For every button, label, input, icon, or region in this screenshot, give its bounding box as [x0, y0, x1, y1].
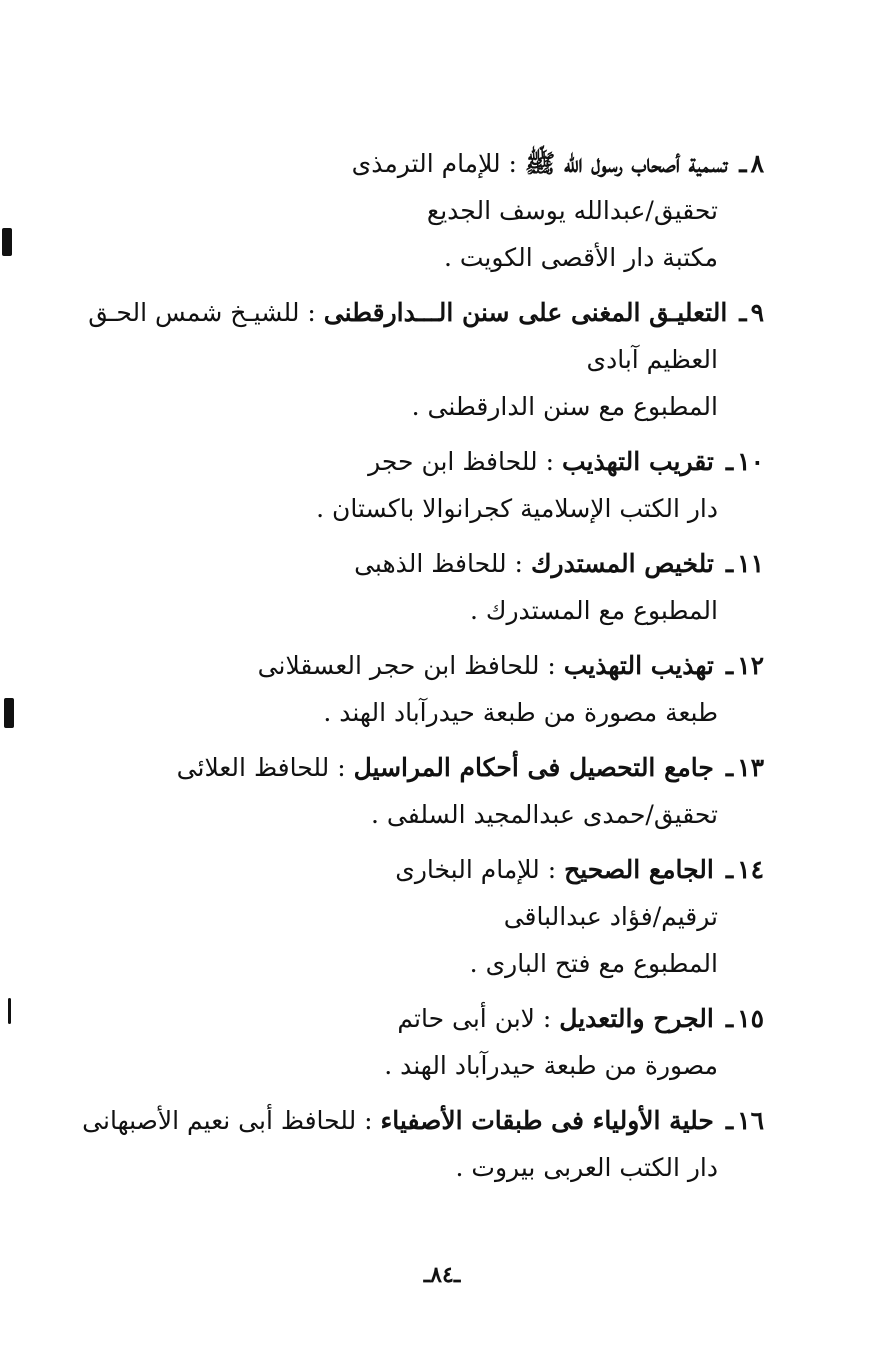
entry-title: تسمية أصحاب رسول الله ﷺ [524, 149, 728, 178]
bibliography-entry: ١٥ـ الجرح والتعديل : لابن أبى حاتم مصورة من طبعة حيدرآباد الهند . [74, 995, 764, 1089]
entry-detail: المطبوع مع فتح البارى . [469, 949, 718, 978]
entry-author: : للإمام البخارى [395, 855, 557, 884]
entry-number: ١٥ [737, 1004, 764, 1033]
entry-author: : للشيـخ شمس الحـق [88, 298, 316, 327]
entry-detail: العظيم آبادى [586, 345, 718, 374]
entry-number: ١٠ [737, 447, 764, 476]
entry-title: تلخيص المستدرك [530, 549, 714, 578]
margin-mark [4, 698, 14, 728]
bibliography-entry: ١٠ـ تقريب التهذيب : للحافظ ابن حجر دار الكتب الإسلامية كجرانوالا باكستان . [74, 438, 764, 532]
entry-detail: طبعة مصورة من طبعة حيدرآباد الهند . [323, 698, 718, 727]
page-number: ـ٨٤ـ [423, 1262, 461, 1288]
entry-detail: مصورة من طبعة حيدرآباد الهند . [384, 1051, 718, 1080]
entry-author: : للحافظ العلائى [176, 753, 346, 782]
entry-author: : للحافظ ابن حجر [368, 447, 555, 476]
entry-title: تهذيب التهذيب [563, 651, 714, 680]
bibliography-entry: ١٢ـ تهذيب التهذيب : للحافظ ابن حجر العسقلانى طبعة مصورة من طبعة حيدرآباد الهند . [74, 642, 764, 736]
bibliography-entry: ١١ـ تلخيص المستدرك : للحافظ الذهبى المطبوع مع المستدرك . [74, 540, 764, 634]
entry-detail: المطبوع مع سنن الدارقطنى . [411, 392, 718, 421]
entry-detail: دار الكتب العربى بيروت . [455, 1153, 718, 1182]
entry-detail: المطبوع مع المستدرك . [469, 596, 718, 625]
margin-mark [2, 228, 12, 256]
entry-detail: مكتبة دار الأقصى الكويت . [443, 243, 718, 272]
entry-detail: تحقيق/عبدالله يوسف الجديع [426, 196, 718, 225]
bibliography-entry: ٨ـ تسمية أصحاب رسول الله ﷺ : للإمام الترمذى تحقيق/عبدالله يوسف الجديع مكتبة دار الأقصى الكويت . [74, 140, 764, 281]
margin-mark [8, 998, 11, 1024]
entry-number: ١٣ [737, 753, 764, 782]
entry-number: ١٢ [737, 651, 764, 680]
entry-number: ٨ [750, 149, 764, 178]
bibliography-entry: ١٣ـ جامع التحصيل فى أحكام المراسيل : للحافظ العلائى تحقيق/حمدى عبدالمجيد السلفى . [74, 744, 764, 838]
bibliography-entry: ١٦ـ حلية الأولياء فى طبقات الأصفياء : للحافظ أبى نعيم الأصبهانى دار الكتب العربى بيروت . [74, 1097, 764, 1191]
entry-detail: تحقيق/حمدى عبدالمجيد السلفى . [371, 800, 718, 829]
entry-number: ١٦ [737, 1106, 764, 1135]
entry-detail: ترقيم/فؤاد عبدالباقى [503, 902, 718, 931]
entry-title: حلية الأولياء فى طبقات الأصفياء [380, 1106, 714, 1135]
entry-number: ٩ [750, 298, 764, 327]
entry-title: التعليـق المغنى على سنن الـــدارقطنى [323, 298, 728, 327]
entry-author: : للحافظ ابن حجر العسقلانى [257, 651, 556, 680]
entry-title: جامع التحصيل فى أحكام المراسيل [353, 753, 714, 782]
entry-number: ١١ [737, 549, 764, 578]
entry-title: تقريب التهذيب [561, 447, 714, 476]
entry-number: ١٤ [737, 855, 764, 884]
entry-title: الجامع الصحيح [564, 855, 714, 884]
entry-author: : للحافظ أبى نعيم الأصبهانى [82, 1106, 373, 1135]
entry-author: : لابن أبى حاتم [397, 1004, 552, 1033]
bibliography-entry: ٩ـ التعليـق المغنى على سنن الـــدارقطنى : للشيـخ شمس الحـق العظيم آبادى المطبوع مع سنن الدارقطنى . [74, 289, 764, 430]
entry-author: : للحافظ الذهبى [354, 549, 523, 578]
bibliography-list [74, 140, 764, 1199]
bibliography-entry: ١٤ـ الجامع الصحيح : للإمام البخارى ترقيم/فؤاد عبدالباقى المطبوع مع فتح البارى . [74, 846, 764, 987]
entry-author: : للإمام الترمذى [351, 149, 517, 178]
entry-title: الجرح والتعديل [559, 1004, 714, 1033]
entry-detail: دار الكتب الإسلامية كجرانوالا باكستان . [316, 494, 718, 523]
